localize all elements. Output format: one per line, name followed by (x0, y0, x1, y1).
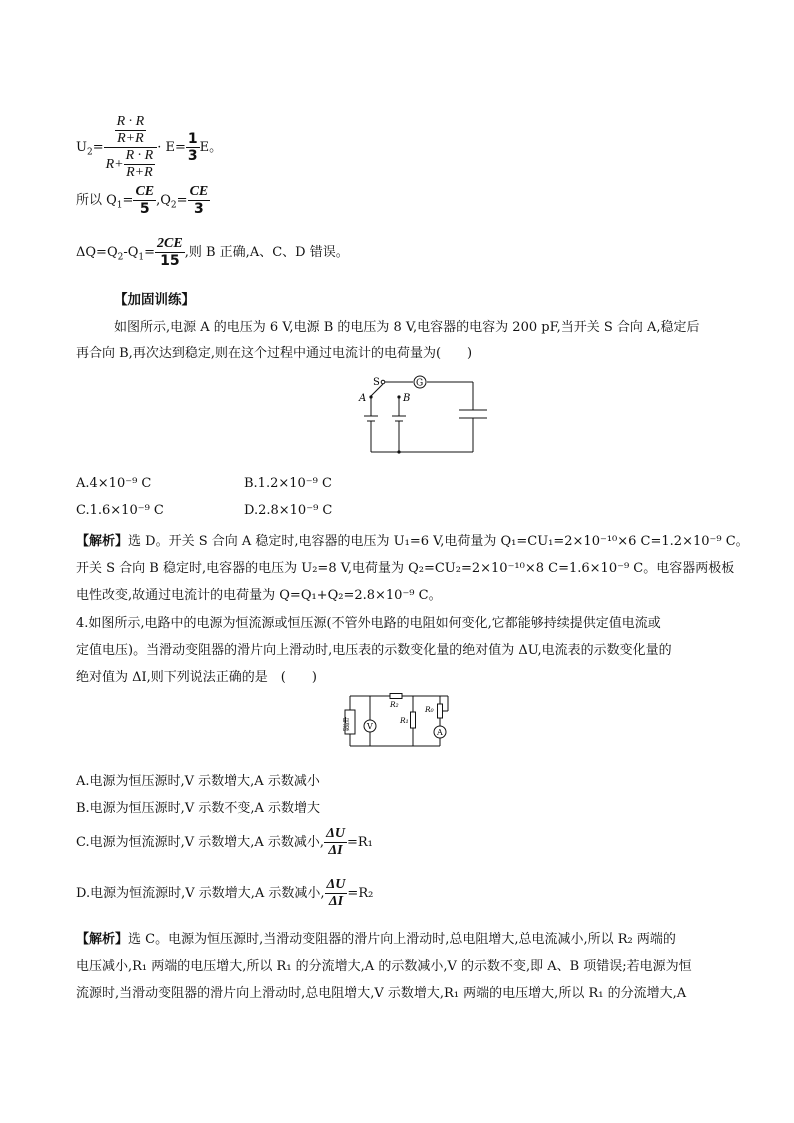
u2-den-fraction (124, 148, 156, 181)
dq-minus: -Q (123, 245, 139, 260)
q-eq2: = (176, 193, 188, 208)
fig2-label-src: 电源 (342, 717, 350, 731)
u2-den-bottom: R+R (126, 165, 153, 180)
fig1-label-g: G (416, 378, 424, 389)
formula-u2 (76, 114, 222, 181)
u2-numerator-fraction (115, 114, 147, 147)
q2-fraction (188, 184, 211, 217)
q-comma-q2: ,Q (156, 193, 171, 208)
u2-eq: = (92, 140, 104, 155)
dq-eq: = (144, 245, 156, 260)
u2-num-bottom: R+R (117, 131, 144, 146)
q4-option-d-tail: =R₂ (347, 886, 374, 901)
fig1-label-a: A (359, 393, 367, 404)
analysis3-tag: 【解析】 (76, 534, 129, 549)
formula-dq (76, 236, 349, 269)
q3-option-c: C.1.6×10⁻⁹ C (76, 503, 164, 518)
q3-option-d: D.2.8×10⁻⁹ C (244, 503, 333, 518)
q4-line2: 定值电压)。当滑动变阻器的滑片向上滑动时,电压表的示数变化量的绝对值为 ΔU,电流表的示数变化量的 (76, 643, 672, 658)
analysis3-line1 (76, 530, 749, 549)
q3-line1: 如图所示,电源 A 的电压为 6 V,电源 B 的电压为 8 V,电容器的电容为 200 pF,当开关 S 合向 A,稳定后 (114, 320, 700, 335)
q4-option-d (76, 877, 373, 910)
q4-option-d-fraction (325, 877, 348, 910)
q4-d-den: ΔI (328, 894, 344, 909)
section-title: 【加固训练】 (114, 292, 195, 308)
formula-q (76, 184, 210, 217)
q4-option-d-text: D.电源为恒流源时,V 示数增大,A 示数减小, (76, 886, 325, 901)
circuit-diagram-1 (355, 370, 495, 460)
u2-result-fraction (186, 131, 200, 164)
fig2-label-v: V (367, 722, 373, 731)
u2-times-e: · E= (157, 140, 186, 155)
dq-tail: ,则 B 正确,A、C、D 错误。 (184, 245, 349, 260)
u2-outer-fraction (104, 114, 158, 181)
q4-line1: 4.如图所示,电路中的电源为恒流源或恒压源(不管外电路的电阻如何变化,它都能够持续提供定值电流或 (76, 616, 661, 631)
q4-option-c-fraction (324, 826, 347, 859)
q-sub1: 1 (116, 200, 123, 211)
q1-den: 5 (139, 201, 150, 217)
analysis4-tag: 【解析】 (76, 932, 129, 947)
dq-sub2: 1 (138, 252, 145, 263)
q4-option-c-tail: =R₁ (346, 835, 373, 850)
junction-dot (397, 450, 400, 453)
terminal-b (397, 395, 400, 398)
switch-pivot (381, 380, 385, 384)
analysis4-line2: 电压减小,R₁ 两端的电压增大,所以 R₁ 的分流增大,A 的示数减小,V 的示数不变,即 A、B 项错误;若电源为恒 (76, 959, 692, 974)
dq-fraction (155, 236, 185, 269)
fig2-label-r0: R₀ (425, 705, 434, 714)
q4-line3: 绝对值为 ΔI,则下列说法正确的是 ( ) (76, 670, 317, 685)
q2-den: 3 (194, 201, 204, 217)
u2-num-top: R · R (116, 114, 145, 129)
dq-num: 2CE (157, 236, 183, 251)
q-sub2: 2 (170, 200, 177, 211)
q4-option-c (76, 826, 373, 859)
fig2-label-r2: R₂ (390, 700, 399, 709)
dq-lead: ΔQ=Q (76, 245, 118, 260)
circuit-diagram-2 (340, 690, 460, 752)
u2-tail: E。 (199, 140, 223, 155)
q4-option-c-text: C.电源为恒流源时,V 示数增大,A 示数减小, (76, 835, 325, 850)
q3-option-a: A.4×10⁻⁹ C (76, 476, 152, 491)
q1-num: CE (135, 184, 155, 199)
q3-option-b: B.1.2×10⁻⁹ C (244, 476, 332, 491)
analysis4-line3: 流源时,当滑动变阻器的滑片向上滑动时,总电阻增大,V 示数增大,R₁ 两端的电压增大,所以 R₁ 的分流增大,A (76, 986, 687, 1001)
analysis4-line1-text: 选 C。电源为恒压源时,当滑动变阻器的滑片向上滑动时,总电阻增大,总电流减小,所以 R₂ 两端的 (128, 932, 676, 947)
q1-fraction (133, 184, 156, 217)
q-eq1: = (122, 193, 134, 208)
analysis3-line3: 电性改变,故通过电流计的电荷量为 Q=Q₁+Q₂=2.8×10⁻⁹ C。 (76, 588, 442, 603)
q4-c-num: ΔU (326, 826, 345, 841)
q4-option-b: B.电源为恒压源时,V 示数不变,A 示数增大 (76, 801, 320, 816)
fig1-label-s: S (373, 377, 380, 388)
u2-result-den: 3 (187, 148, 198, 164)
q4-c-den: ΔI (328, 843, 343, 858)
terminal-a (369, 395, 372, 398)
q4-option-a: A.电源为恒压源时,V 示数增大,A 示数减小 (76, 774, 320, 789)
u2-den-top: R · R (125, 148, 154, 163)
u2-den-prefix: R+ (105, 157, 124, 172)
fig1-label-b: B (403, 393, 411, 404)
analysis3-line2: 开关 S 合向 B 稳定时,电容器的电压为 U₂=8 V,电荷量为 Q₂=CU₂=2×10⁻¹⁰×8 C=1.6×10⁻⁹ C。电容器两极板 (76, 561, 735, 576)
analysis3-line1-text: 选 D。开关 S 合向 A 稳定时,电容器的电压为 U₁=6 V,电荷量为 Q₁=CU₁=2×10⁻¹⁰×6 C=1.2×10⁻⁹ C。 (128, 534, 749, 549)
dq-sub1: 2 (117, 252, 124, 263)
q-lead: 所以 Q (76, 193, 117, 208)
fig2-label-r1: R₁ (400, 716, 409, 725)
fig2-label-a: A (437, 728, 443, 737)
q3-line2: 再合向 B,再次达到稳定,则在这个过程中通过电流计的电荷量为( ) (76, 346, 473, 361)
u2-symbol: U (76, 140, 87, 155)
u2-sub: 2 (86, 147, 93, 158)
dq-den: 15 (160, 253, 180, 269)
u2-result-num: 1 (187, 131, 198, 147)
q2-num: CE (189, 184, 209, 199)
analysis4-line1 (76, 928, 676, 947)
q4-d-num: ΔU (326, 877, 346, 892)
